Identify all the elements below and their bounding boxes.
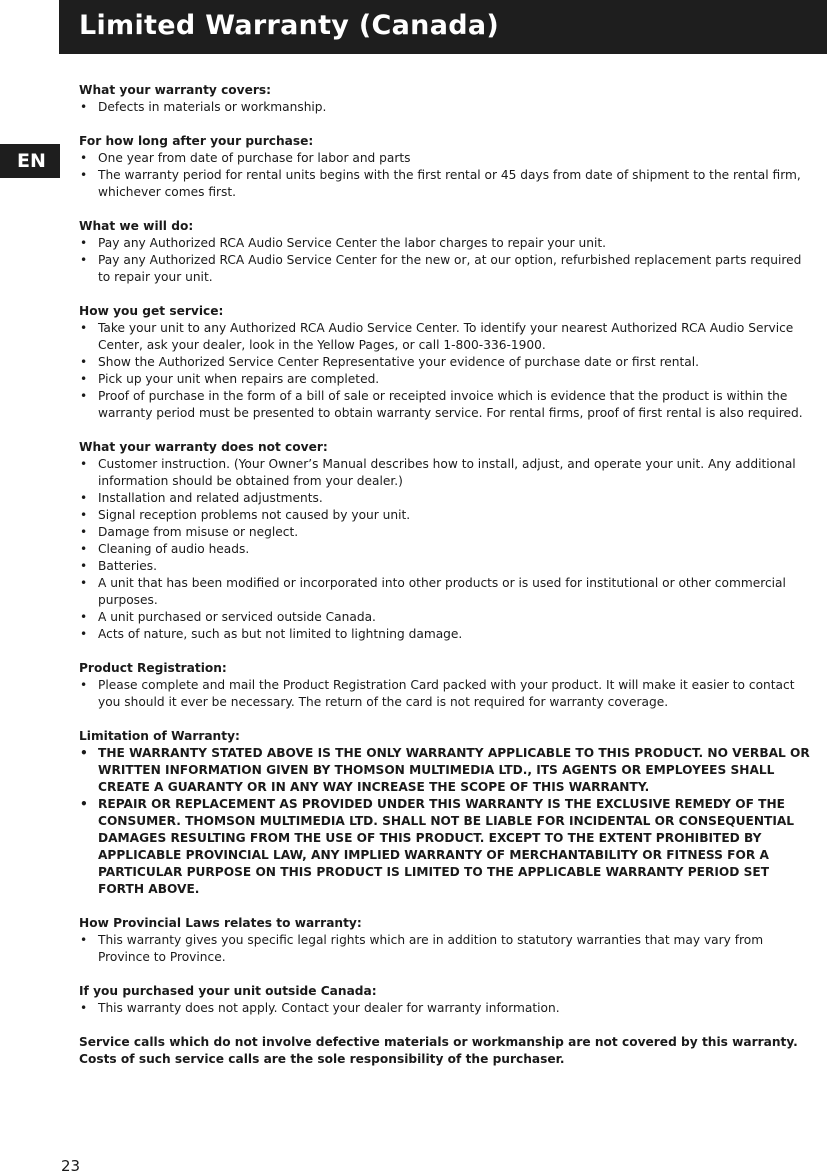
section-heading: How Provincial Laws relates to warranty: xyxy=(79,916,362,930)
list-item: • This warranty gives you specific legal rights which are in addition to statutory warranties that may vary from Province to Province. xyxy=(79,932,813,966)
header-bar xyxy=(59,0,827,54)
section-heading: How you get service: xyxy=(79,304,224,318)
list-item: • Batteries. xyxy=(79,558,813,575)
list-item: • Take your unit to any Authorized RCA Audio Service Center. To identify your nearest Authorized RCA Audio Service Center, ask your dealer, look in the Yellow Pages, or call 1-800-336-1900. xyxy=(79,320,813,354)
bullet-list xyxy=(79,677,813,711)
section-heading: Product Registration: xyxy=(79,661,227,675)
list-item: • Pay any Authorized RCA Audio Service Center for the new or, at our option, refurbished replacement parts required to repair your unit. xyxy=(79,252,813,286)
bullet-list xyxy=(79,456,813,643)
list-item: • The warranty period for rental units begins with the first rental or 45 days from date of shipment to the rental firm, whichever comes first. xyxy=(79,167,813,201)
warranty-section xyxy=(79,728,813,898)
bullet-list xyxy=(79,235,813,286)
closing-note: Service calls which do not involve defective materials or workmanship are not covered by this warranty. Costs of such service calls are the sole responsibility of the purchaser. xyxy=(79,1035,798,1066)
page-title: Limited Warranty (Canada) xyxy=(79,10,500,41)
warranty-content xyxy=(79,82,813,1068)
list-item: • Defects in materials or workmanship. xyxy=(79,99,813,116)
bullet-list xyxy=(79,150,813,201)
bullet-list xyxy=(79,99,813,116)
list-item: • THE WARRANTY STATED ABOVE IS THE ONLY WARRANTY APPLICABLE TO THIS PRODUCT. NO VERBAL OR WRITTEN INFORMATION GIVEN BY THOMSON MULTIMEDIA LTD., ITS AGENTS OR EMPLOYEES SHALL CREATE A GUARANTY OR IN ANY WAY INCREASE THE SCOPE OF THIS WARRANTY. xyxy=(79,745,813,796)
section-heading: What your warranty does not cover: xyxy=(79,440,328,454)
warranty-section xyxy=(79,915,813,966)
bullet-list xyxy=(79,1000,813,1017)
list-item: • This warranty does not apply. Contact your dealer for warranty information. xyxy=(79,1000,813,1017)
section-heading: For how long after your purchase: xyxy=(79,134,314,148)
list-item: • Please complete and mail the Product Registration Card packed with your product. It will make it easier to contact you should it ever be necessary. The return of the card is not required for warranty coverage. xyxy=(79,677,813,711)
warranty-section xyxy=(79,218,813,286)
bullet-list xyxy=(79,745,813,898)
list-item: • Damage from misuse or neglect. xyxy=(79,524,813,541)
list-item: • A unit purchased or serviced outside Canada. xyxy=(79,609,813,626)
language-tab: EN xyxy=(0,144,60,178)
warranty-section xyxy=(79,439,813,643)
section-heading: Limitation of Warranty: xyxy=(79,729,240,743)
warranty-section xyxy=(79,133,813,201)
list-item: • One year from date of purchase for labor and parts xyxy=(79,150,813,167)
warranty-section xyxy=(79,82,813,116)
list-item: • Pay any Authorized RCA Audio Service Center the labor charges to repair your unit. xyxy=(79,235,813,252)
list-item: • Customer instruction. (Your Owner’s Manual describes how to install, adjust, and operate your unit. Any additional information should be obtained from your dealer.) xyxy=(79,456,813,490)
list-item: • REPAIR OR REPLACEMENT AS PROVIDED UNDER THIS WARRANTY IS THE EXCLUSIVE REMEDY OF THE CONSUMER. THOMSON MULTIMEDIA LTD. SHALL NOT BE LIABLE FOR INCIDENTAL OR CONSEQUENTIAL DAMAGES RESULTING FROM THE USE OF THIS PRODUCT. EXCEPT TO THE EXTENT PROHIBITED BY APPLICABLE PROVINCIAL LAW, ANY IMPLIED WARRANTY OF MERCHANTABILITY OR FITNESS FOR A PARTICULAR PURPOSE ON THIS PRODUCT IS LIMITED TO THE APPLICABLE WARRANTY PERIOD SET FORTH ABOVE. xyxy=(79,796,813,898)
warranty-section xyxy=(79,983,813,1017)
page-number: 23 xyxy=(61,1157,81,1175)
list-item: • A unit that has been modified or incorporated into other products or is used for institutional or other commercial purposes. xyxy=(79,575,813,609)
list-item: • Installation and related adjustments. xyxy=(79,490,813,507)
list-item: • Proof of purchase in the form of a bill of sale or receipted invoice which is evidence that the product is within the warranty period must be presented to obtain warranty service. For rental firms, proof of first rental is also required. xyxy=(79,388,813,422)
section-heading: What we will do: xyxy=(79,219,194,233)
section-heading: If you purchased your unit outside Canada: xyxy=(79,984,377,998)
warranty-section xyxy=(79,660,813,711)
list-item: • Cleaning of audio heads. xyxy=(79,541,813,558)
list-item: • Pick up your unit when repairs are completed. xyxy=(79,371,813,388)
bullet-list xyxy=(79,932,813,966)
warranty-section xyxy=(79,303,813,422)
section-heading: What your warranty covers: xyxy=(79,83,272,97)
bullet-list xyxy=(79,320,813,422)
list-item: • Show the Authorized Service Center Representative your evidence of purchase date or first rental. xyxy=(79,354,813,371)
list-item: • Signal reception problems not caused by your unit. xyxy=(79,507,813,524)
list-item: • Acts of nature, such as but not limited to lightning damage. xyxy=(79,626,813,643)
